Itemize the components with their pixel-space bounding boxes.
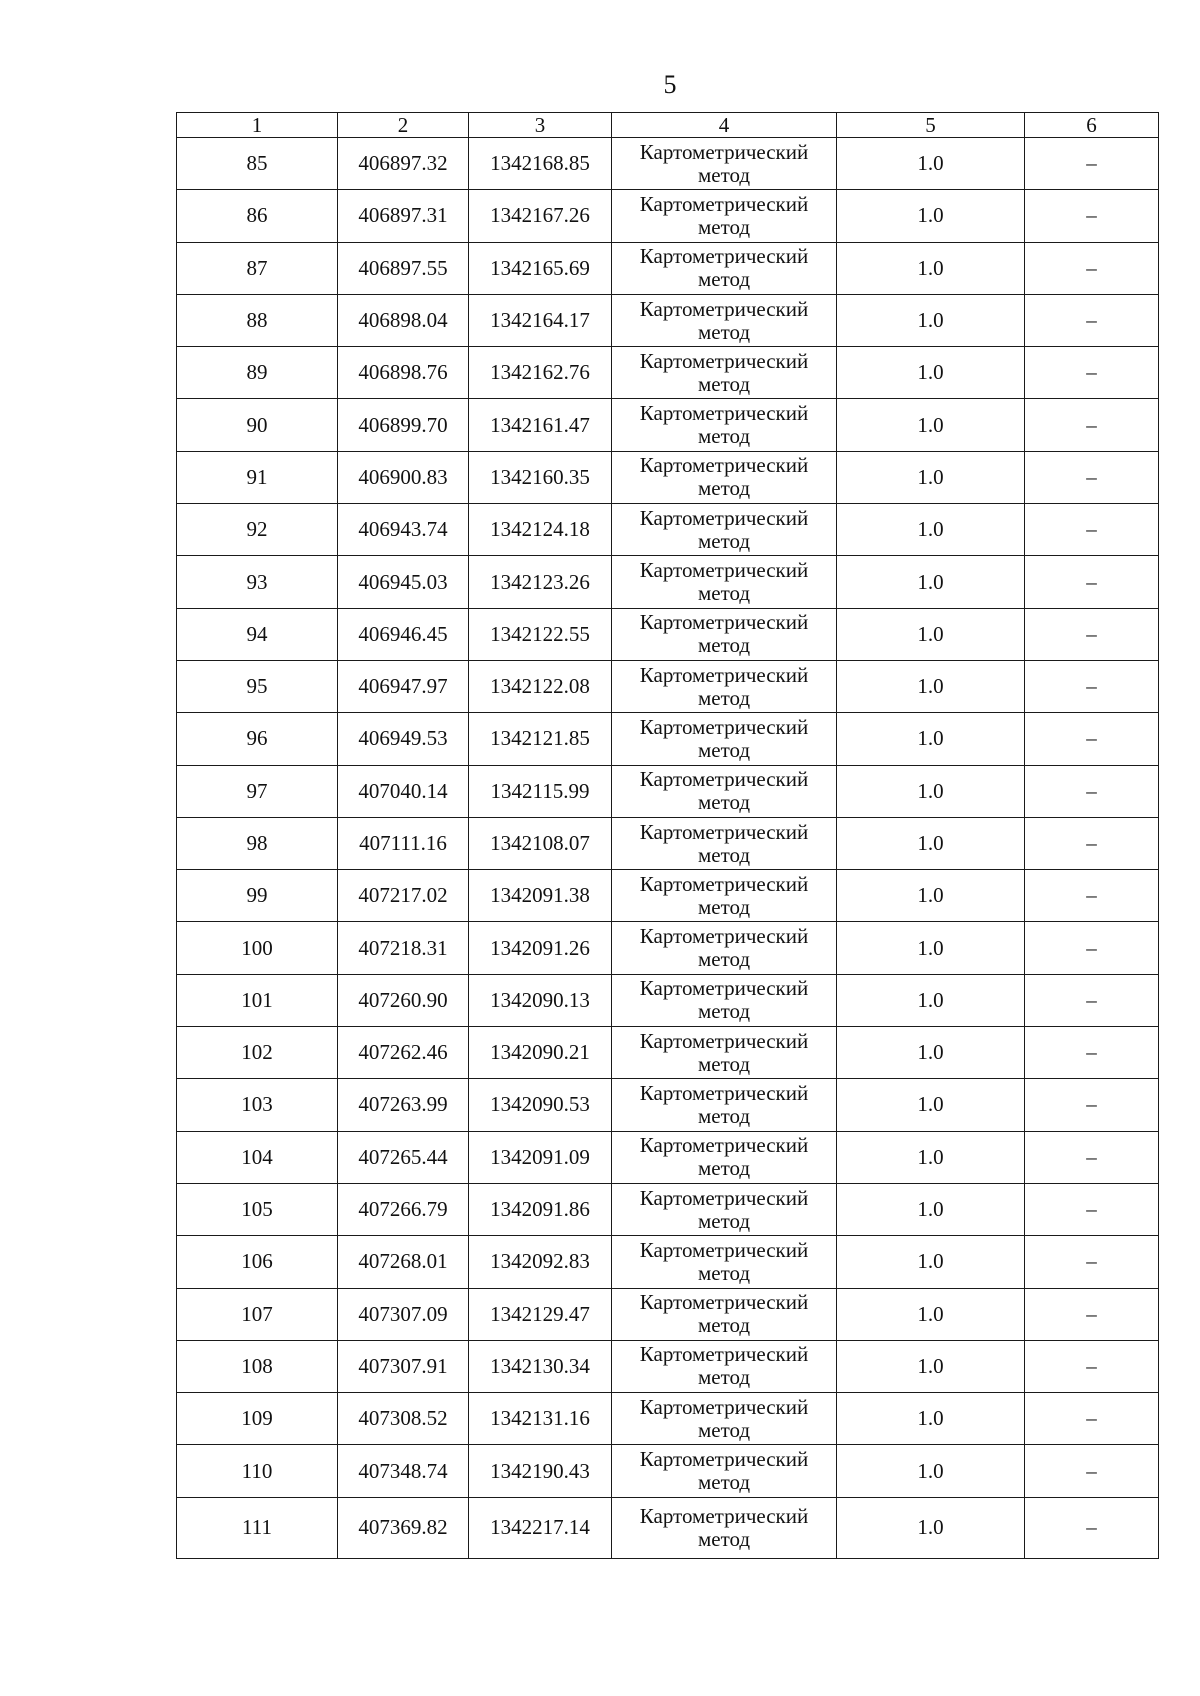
method-line-2: метод xyxy=(697,424,751,449)
y-coordinate-cell: 1342090.13 xyxy=(469,974,612,1026)
accuracy-cell: 1.0 xyxy=(837,1497,1025,1558)
point-number-cell: 85 xyxy=(177,138,338,190)
method-cell xyxy=(612,1445,837,1497)
y-coordinate-cell: 1342162.76 xyxy=(469,347,612,399)
table-row xyxy=(177,765,1159,817)
method-cell xyxy=(612,817,837,869)
accuracy-cell: 1.0 xyxy=(837,1393,1025,1445)
method-line-1: Картометрический xyxy=(639,1080,809,1105)
y-coordinate-cell: 1342161.47 xyxy=(469,399,612,451)
accuracy-cell: 1.0 xyxy=(837,817,1025,869)
note-cell: – xyxy=(1025,713,1159,765)
x-coordinate-cell: 407218.31 xyxy=(338,922,469,974)
x-coordinate-cell: 407260.90 xyxy=(338,974,469,1026)
x-coordinate-cell: 406897.31 xyxy=(338,190,469,242)
table-row xyxy=(177,1079,1159,1131)
method-cell xyxy=(612,1497,837,1558)
note-cell: – xyxy=(1025,1497,1159,1558)
accuracy-cell: 1.0 xyxy=(837,138,1025,190)
method-cell xyxy=(612,1340,837,1392)
x-coordinate-cell: 406943.74 xyxy=(338,504,469,556)
note-cell: – xyxy=(1025,765,1159,817)
y-coordinate-cell: 1342164.17 xyxy=(469,294,612,346)
note-cell: – xyxy=(1025,451,1159,503)
table-row xyxy=(177,399,1159,451)
table-row xyxy=(177,1027,1159,1079)
y-coordinate-cell: 1342122.08 xyxy=(469,660,612,712)
column-header-4: 4 xyxy=(612,113,837,138)
accuracy-cell: 1.0 xyxy=(837,974,1025,1026)
table-row xyxy=(177,1236,1159,1288)
y-coordinate-cell: 1342168.85 xyxy=(469,138,612,190)
point-number-cell: 107 xyxy=(177,1288,338,1340)
method-line-1: Картометрический xyxy=(639,1394,809,1419)
method-line-1: Картометрический xyxy=(639,1503,809,1528)
y-coordinate-cell: 1342124.18 xyxy=(469,504,612,556)
method-line-2: метод xyxy=(697,999,751,1024)
table-row xyxy=(177,817,1159,869)
point-number-cell: 102 xyxy=(177,1027,338,1079)
point-number-cell: 88 xyxy=(177,294,338,346)
method-cell xyxy=(612,138,837,190)
method-line-2: метод xyxy=(697,1051,751,1076)
y-coordinate-cell: 1342131.16 xyxy=(469,1393,612,1445)
x-coordinate-cell: 407262.46 xyxy=(338,1027,469,1079)
point-number-cell: 110 xyxy=(177,1445,338,1497)
method-line-2: метод xyxy=(697,1365,751,1390)
header-row xyxy=(177,113,1159,138)
note-cell: – xyxy=(1025,347,1159,399)
table-row xyxy=(177,713,1159,765)
point-number-cell: 91 xyxy=(177,451,338,503)
method-line-2: метод xyxy=(697,476,751,501)
table-row xyxy=(177,451,1159,503)
accuracy-cell: 1.0 xyxy=(837,1079,1025,1131)
point-number-cell: 103 xyxy=(177,1079,338,1131)
method-cell xyxy=(612,399,837,451)
y-coordinate-cell: 1342129.47 xyxy=(469,1288,612,1340)
table-row xyxy=(177,1340,1159,1392)
note-cell: – xyxy=(1025,1288,1159,1340)
method-line-1: Картометрический xyxy=(639,401,809,426)
coordinates-table xyxy=(176,112,1159,1559)
method-cell xyxy=(612,1131,837,1183)
x-coordinate-cell: 406947.97 xyxy=(338,660,469,712)
method-cell xyxy=(612,1027,837,1079)
column-header-3: 3 xyxy=(469,113,612,138)
x-coordinate-cell: 407266.79 xyxy=(338,1183,469,1235)
point-number-cell: 96 xyxy=(177,713,338,765)
point-number-cell: 99 xyxy=(177,870,338,922)
method-line-2: метод xyxy=(697,214,751,239)
method-cell xyxy=(612,190,837,242)
y-coordinate-cell: 1342091.26 xyxy=(469,922,612,974)
note-cell: – xyxy=(1025,138,1159,190)
x-coordinate-cell: 407308.52 xyxy=(338,1393,469,1445)
method-line-2: метод xyxy=(697,371,751,396)
method-cell xyxy=(612,870,837,922)
method-line-2: метод xyxy=(697,162,751,187)
x-coordinate-cell: 406900.83 xyxy=(338,451,469,503)
method-line-2: метод xyxy=(697,319,751,344)
y-coordinate-cell: 1342190.43 xyxy=(469,1445,612,1497)
method-line-2: метод xyxy=(697,842,751,867)
table-row xyxy=(177,242,1159,294)
method-line-2: метод xyxy=(697,737,751,762)
method-line-1: Картометрический xyxy=(639,714,809,739)
x-coordinate-cell: 407307.91 xyxy=(338,1340,469,1392)
note-cell: – xyxy=(1025,190,1159,242)
method-cell xyxy=(612,922,837,974)
table-row xyxy=(177,138,1159,190)
point-number-cell: 92 xyxy=(177,504,338,556)
method-line-1: Картометрический xyxy=(639,1133,809,1158)
note-cell: – xyxy=(1025,1340,1159,1392)
x-coordinate-cell: 407040.14 xyxy=(338,765,469,817)
column-header-5: 5 xyxy=(837,113,1025,138)
method-cell xyxy=(612,451,837,503)
point-number-cell: 104 xyxy=(177,1131,338,1183)
table-row xyxy=(177,190,1159,242)
table-row xyxy=(177,870,1159,922)
x-coordinate-cell: 406949.53 xyxy=(338,713,469,765)
note-cell: – xyxy=(1025,922,1159,974)
table-row xyxy=(177,922,1159,974)
method-line-2: метод xyxy=(697,1313,751,1338)
method-cell xyxy=(612,556,837,608)
y-coordinate-cell: 1342090.53 xyxy=(469,1079,612,1131)
x-coordinate-cell: 407263.99 xyxy=(338,1079,469,1131)
method-line-1: Картометрический xyxy=(639,244,809,269)
accuracy-cell: 1.0 xyxy=(837,347,1025,399)
x-coordinate-cell: 406897.55 xyxy=(338,242,469,294)
method-cell xyxy=(612,1393,837,1445)
method-line-1: Картометрический xyxy=(639,558,809,583)
note-cell: – xyxy=(1025,1183,1159,1235)
y-coordinate-cell: 1342091.38 xyxy=(469,870,612,922)
method-line-1: Картометрический xyxy=(639,662,809,687)
method-line-2: метод xyxy=(697,1526,751,1551)
method-line-1: Картометрический xyxy=(639,505,809,530)
accuracy-cell: 1.0 xyxy=(837,1027,1025,1079)
method-line-1: Картометрический xyxy=(639,976,809,1001)
method-line-1: Картометрический xyxy=(639,1290,809,1315)
point-number-cell: 111 xyxy=(177,1497,338,1558)
x-coordinate-cell: 407265.44 xyxy=(338,1131,469,1183)
point-number-cell: 108 xyxy=(177,1340,338,1392)
method-line-2: метод xyxy=(697,1156,751,1181)
column-header-2: 2 xyxy=(338,113,469,138)
method-line-1: Картометрический xyxy=(639,924,809,949)
note-cell: – xyxy=(1025,974,1159,1026)
note-cell: – xyxy=(1025,1131,1159,1183)
accuracy-cell: 1.0 xyxy=(837,1445,1025,1497)
accuracy-cell: 1.0 xyxy=(837,399,1025,451)
table-row xyxy=(177,294,1159,346)
method-line-2: метод xyxy=(697,894,751,919)
note-cell: – xyxy=(1025,1393,1159,1445)
point-number-cell: 100 xyxy=(177,922,338,974)
y-coordinate-cell: 1342123.26 xyxy=(469,556,612,608)
accuracy-cell: 1.0 xyxy=(837,870,1025,922)
point-number-cell: 101 xyxy=(177,974,338,1026)
table-header xyxy=(177,113,1159,138)
method-line-1: Картометрический xyxy=(639,296,809,321)
x-coordinate-cell: 406898.76 xyxy=(338,347,469,399)
column-header-6: 6 xyxy=(1025,113,1159,138)
y-coordinate-cell: 1342217.14 xyxy=(469,1497,612,1558)
method-cell xyxy=(612,765,837,817)
y-coordinate-cell: 1342108.07 xyxy=(469,817,612,869)
table-row xyxy=(177,556,1159,608)
table-row xyxy=(177,1497,1159,1558)
point-number-cell: 105 xyxy=(177,1183,338,1235)
point-number-cell: 97 xyxy=(177,765,338,817)
note-cell: – xyxy=(1025,817,1159,869)
method-cell xyxy=(612,242,837,294)
accuracy-cell: 1.0 xyxy=(837,242,1025,294)
y-coordinate-cell: 1342092.83 xyxy=(469,1236,612,1288)
y-coordinate-cell: 1342121.85 xyxy=(469,713,612,765)
method-line-2: метод xyxy=(697,1260,751,1285)
accuracy-cell: 1.0 xyxy=(837,190,1025,242)
method-line-1: Картометрический xyxy=(639,871,809,896)
method-cell xyxy=(612,294,837,346)
x-coordinate-cell: 406898.04 xyxy=(338,294,469,346)
table-row xyxy=(177,1445,1159,1497)
method-line-1: Картометрический xyxy=(639,348,809,373)
note-cell: – xyxy=(1025,1236,1159,1288)
method-line-2: метод xyxy=(697,581,751,606)
method-line-2: метод xyxy=(697,1208,751,1233)
table-row xyxy=(177,1288,1159,1340)
note-cell: – xyxy=(1025,870,1159,922)
accuracy-cell: 1.0 xyxy=(837,1183,1025,1235)
method-cell xyxy=(612,974,837,1026)
x-coordinate-cell: 406945.03 xyxy=(338,556,469,608)
y-coordinate-cell: 1342165.69 xyxy=(469,242,612,294)
note-cell: – xyxy=(1025,294,1159,346)
page-number: 5 xyxy=(663,70,677,99)
method-cell xyxy=(612,504,837,556)
note-cell: – xyxy=(1025,399,1159,451)
note-cell: – xyxy=(1025,1079,1159,1131)
method-line-2: метод xyxy=(697,528,751,553)
point-number-cell: 95 xyxy=(177,660,338,712)
method-line-2: метод xyxy=(697,1103,751,1128)
accuracy-cell: 1.0 xyxy=(837,660,1025,712)
accuracy-cell: 1.0 xyxy=(837,713,1025,765)
point-number-cell: 94 xyxy=(177,608,338,660)
method-line-2: метод xyxy=(697,947,751,972)
accuracy-cell: 1.0 xyxy=(837,608,1025,660)
table-row xyxy=(177,974,1159,1026)
y-coordinate-cell: 1342130.34 xyxy=(469,1340,612,1392)
y-coordinate-cell: 1342122.55 xyxy=(469,608,612,660)
method-cell xyxy=(612,347,837,399)
accuracy-cell: 1.0 xyxy=(837,556,1025,608)
method-line-1: Картометрический xyxy=(639,1028,809,1053)
point-number-cell: 106 xyxy=(177,1236,338,1288)
method-cell xyxy=(612,713,837,765)
note-cell: – xyxy=(1025,1445,1159,1497)
note-cell: – xyxy=(1025,608,1159,660)
method-line-1: Картометрический xyxy=(639,767,809,792)
point-number-cell: 90 xyxy=(177,399,338,451)
x-coordinate-cell: 407348.74 xyxy=(338,1445,469,1497)
accuracy-cell: 1.0 xyxy=(837,294,1025,346)
method-cell xyxy=(612,1079,837,1131)
method-line-2: метод xyxy=(697,1470,751,1495)
point-number-cell: 89 xyxy=(177,347,338,399)
method-line-1: Картометрический xyxy=(639,139,809,164)
method-cell xyxy=(612,608,837,660)
x-coordinate-cell: 406897.32 xyxy=(338,138,469,190)
method-cell xyxy=(612,1236,837,1288)
column-header-1: 1 xyxy=(177,113,338,138)
accuracy-cell: 1.0 xyxy=(837,451,1025,503)
y-coordinate-cell: 1342091.09 xyxy=(469,1131,612,1183)
y-coordinate-cell: 1342160.35 xyxy=(469,451,612,503)
accuracy-cell: 1.0 xyxy=(837,1340,1025,1392)
method-cell xyxy=(612,1288,837,1340)
method-line-1: Картометрический xyxy=(639,819,809,844)
table-body xyxy=(177,138,1159,1559)
point-number-cell: 93 xyxy=(177,556,338,608)
method-line-1: Картометрический xyxy=(639,1237,809,1262)
method-line-1: Картометрический xyxy=(639,1447,809,1472)
y-coordinate-cell: 1342090.21 xyxy=(469,1027,612,1079)
table-row xyxy=(177,1393,1159,1445)
method-line-1: Картометрический xyxy=(639,191,809,216)
table-row xyxy=(177,347,1159,399)
note-cell: – xyxy=(1025,1027,1159,1079)
accuracy-cell: 1.0 xyxy=(837,1131,1025,1183)
accuracy-cell: 1.0 xyxy=(837,922,1025,974)
method-line-2: метод xyxy=(697,790,751,815)
x-coordinate-cell: 407369.82 xyxy=(338,1497,469,1558)
method-line-1: Картометрический xyxy=(639,610,809,635)
point-number-cell: 109 xyxy=(177,1393,338,1445)
y-coordinate-cell: 1342091.86 xyxy=(469,1183,612,1235)
point-number-cell: 87 xyxy=(177,242,338,294)
accuracy-cell: 1.0 xyxy=(837,765,1025,817)
method-line-2: метод xyxy=(697,685,751,710)
method-cell xyxy=(612,1183,837,1235)
y-coordinate-cell: 1342115.99 xyxy=(469,765,612,817)
method-line-1: Картометрический xyxy=(639,1342,809,1367)
table-row xyxy=(177,1131,1159,1183)
method-cell xyxy=(612,660,837,712)
method-line-1: Картометрический xyxy=(639,1185,809,1210)
y-coordinate-cell: 1342167.26 xyxy=(469,190,612,242)
method-line-2: метод xyxy=(697,633,751,658)
note-cell: – xyxy=(1025,660,1159,712)
table-row xyxy=(177,1183,1159,1235)
x-coordinate-cell: 406946.45 xyxy=(338,608,469,660)
method-line-2: метод xyxy=(697,1417,751,1442)
accuracy-cell: 1.0 xyxy=(837,1236,1025,1288)
point-number-cell: 86 xyxy=(177,190,338,242)
method-line-1: Картометрический xyxy=(639,453,809,478)
table-row xyxy=(177,504,1159,556)
table-row xyxy=(177,608,1159,660)
note-cell: – xyxy=(1025,556,1159,608)
method-line-2: метод xyxy=(697,267,751,292)
x-coordinate-cell: 407307.09 xyxy=(338,1288,469,1340)
x-coordinate-cell: 407111.16 xyxy=(338,817,469,869)
note-cell: – xyxy=(1025,504,1159,556)
x-coordinate-cell: 407268.01 xyxy=(338,1236,469,1288)
x-coordinate-cell: 407217.02 xyxy=(338,870,469,922)
x-coordinate-cell: 406899.70 xyxy=(338,399,469,451)
point-number-cell: 98 xyxy=(177,817,338,869)
accuracy-cell: 1.0 xyxy=(837,504,1025,556)
table-row xyxy=(177,660,1159,712)
accuracy-cell: 1.0 xyxy=(837,1288,1025,1340)
note-cell: – xyxy=(1025,242,1159,294)
